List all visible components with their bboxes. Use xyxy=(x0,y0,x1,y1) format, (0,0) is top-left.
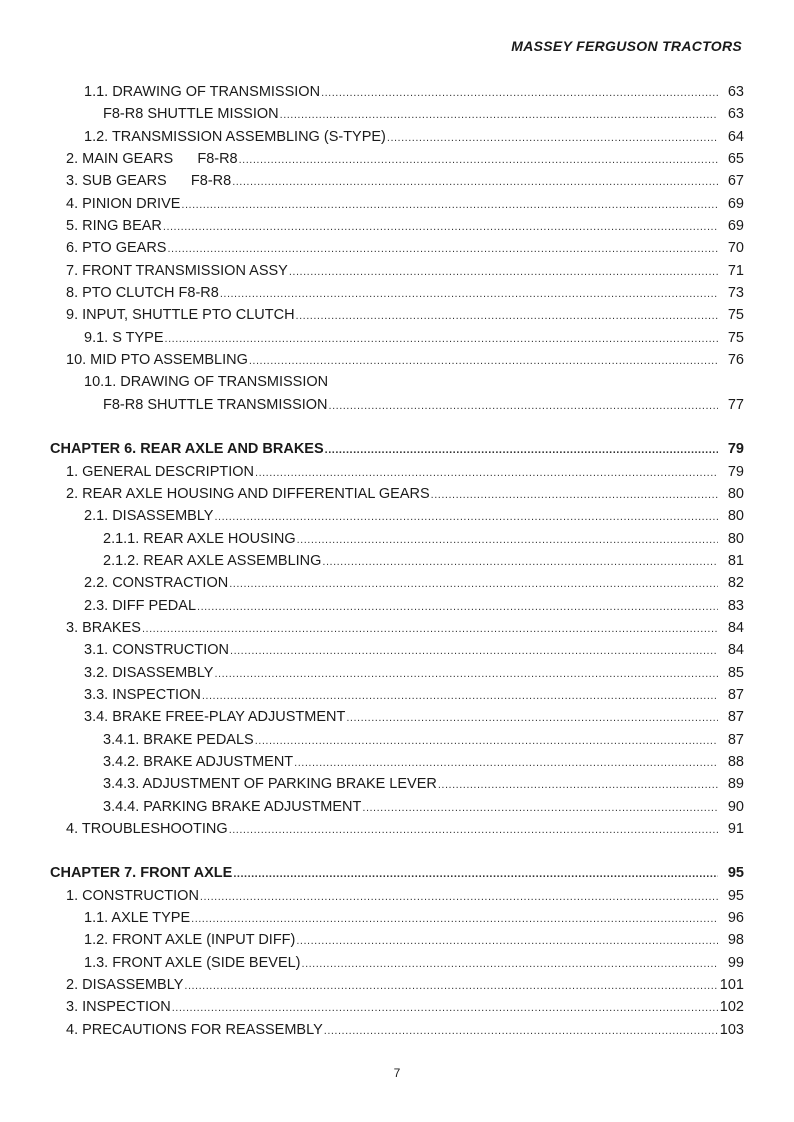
toc-entry-page: 95 xyxy=(727,887,744,904)
table-of-contents xyxy=(50,81,744,1041)
toc-entry-title: CHAPTER 7. FRONT AXLE xyxy=(50,865,233,882)
toc-entry-page: 89 xyxy=(727,776,744,793)
toc-entry xyxy=(50,751,744,773)
toc-entry-title: 3.1. CONSTRUCTION xyxy=(84,642,230,659)
toc-chapter-entry xyxy=(50,862,744,884)
toc-entry-page: 85 xyxy=(727,664,744,681)
dot-leader xyxy=(362,797,718,819)
toc-entry-page: 83 xyxy=(727,597,744,614)
toc-entry-page: 69 xyxy=(727,217,744,234)
toc-entry-title: 2. MAIN GEARS F8-R8 xyxy=(66,150,238,167)
toc-entry xyxy=(50,929,744,951)
toc-entry xyxy=(50,394,744,416)
toc-entry-title: 3.4.3. ADJUSTMENT OF PARKING BRAKE LEVER xyxy=(103,776,437,793)
dot-leader xyxy=(232,171,718,193)
toc-entry xyxy=(50,818,744,840)
toc-entry-page: 75 xyxy=(727,329,744,346)
toc-entry xyxy=(50,461,744,483)
toc-entry-page: 67 xyxy=(727,173,744,190)
dot-leader xyxy=(163,216,718,238)
toc-entry-title: 3.2. DISASSEMBLY xyxy=(84,664,214,681)
toc-entry-title: 3.4. BRAKE FREE-PLAY ADJUSTMENT xyxy=(84,709,346,726)
toc-entry-page: 96 xyxy=(727,910,744,927)
toc-entry xyxy=(50,215,744,237)
toc-entry xyxy=(50,349,744,371)
toc-entry-page: 73 xyxy=(727,284,744,301)
dot-leader xyxy=(184,975,717,997)
toc-entry xyxy=(50,617,744,639)
toc-entry xyxy=(50,974,744,996)
toc-entry-title: 2.1.2. REAR AXLE ASSEMBLING xyxy=(103,552,322,569)
toc-entry xyxy=(50,773,744,795)
page-number: 7 xyxy=(393,1066,401,1080)
dot-leader xyxy=(172,997,718,1019)
toc-entry-title: CHAPTER 6. REAR AXLE AND BRAKES xyxy=(50,441,324,458)
toc-entry-title: 9.1. S TYPE xyxy=(84,329,164,346)
dot-leader xyxy=(181,194,718,216)
dot-leader xyxy=(167,238,718,260)
dot-leader xyxy=(322,551,718,573)
toc-entry-title: 9. INPUT, SHUTTLE PTO CLUTCH xyxy=(66,307,295,324)
toc-entry-page: 69 xyxy=(727,195,744,212)
toc-entry xyxy=(50,639,744,661)
dot-leader xyxy=(255,730,718,752)
toc-entry-title: 1.1. DRAWING OF TRANSMISSION xyxy=(84,84,321,100)
toc-entry-page: 95 xyxy=(727,865,744,882)
dot-leader xyxy=(197,596,718,618)
toc-entry-page: 64 xyxy=(727,128,744,145)
dot-leader xyxy=(438,774,718,796)
toc-entry-page: 70 xyxy=(727,240,744,257)
dot-leader xyxy=(165,328,718,350)
dot-leader xyxy=(255,462,718,484)
toc-entry-page: 102 xyxy=(719,999,744,1016)
toc-entry xyxy=(50,684,744,706)
dot-leader xyxy=(289,261,718,283)
toc-entry-title: 3.4.1. BRAKE PEDALS xyxy=(103,731,254,748)
dot-leader xyxy=(302,953,718,975)
toc-entry-page: 98 xyxy=(727,932,744,949)
toc-entry xyxy=(50,327,744,349)
toc-entry-page: 99 xyxy=(727,954,744,971)
toc-entry xyxy=(50,907,744,929)
toc-entry xyxy=(50,528,744,550)
toc-entry xyxy=(50,103,744,125)
toc-entry-page: 63 xyxy=(727,106,744,123)
toc-entry xyxy=(50,885,744,907)
toc-entry-title: 4. TROUBLESHOOTING xyxy=(66,820,228,837)
toc-entry xyxy=(50,952,744,974)
dot-leader xyxy=(229,819,718,841)
toc-entry-page: 76 xyxy=(727,351,744,368)
toc-entry xyxy=(50,572,744,594)
toc-entry-page: 90 xyxy=(727,798,744,815)
dot-leader xyxy=(233,863,718,885)
toc-entry-title: 2. REAR AXLE HOUSING AND DIFFERENTIAL GEARS xyxy=(66,485,430,502)
toc-entry-page: 91 xyxy=(727,820,744,837)
toc-entry-page: 103 xyxy=(719,1021,744,1038)
toc-entry xyxy=(50,371,744,393)
dot-leader xyxy=(202,685,718,707)
toc-entry xyxy=(50,260,744,282)
toc-entry-page: 71 xyxy=(727,262,744,279)
toc-entry xyxy=(50,1019,744,1041)
dot-leader xyxy=(191,908,718,930)
toc-entry-title: F8-R8 SHUTTLE MISSION xyxy=(103,106,279,123)
toc-entry xyxy=(50,996,744,1018)
dot-leader xyxy=(280,104,718,126)
dot-leader xyxy=(329,395,718,417)
toc-entry xyxy=(50,729,744,751)
toc-entry xyxy=(50,193,744,215)
toc-entry-title: 1. GENERAL DESCRIPTION xyxy=(66,463,255,480)
dot-leader xyxy=(230,640,718,662)
toc-entry xyxy=(50,662,744,684)
dot-leader xyxy=(239,149,718,171)
toc-entry-title: 6. PTO GEARS xyxy=(66,240,167,257)
dot-leader xyxy=(387,127,718,149)
toc-entry xyxy=(50,237,744,259)
dot-leader xyxy=(294,752,718,774)
toc-entry-page: 80 xyxy=(727,485,744,502)
dot-leader xyxy=(200,886,718,908)
toc-entry-page: 82 xyxy=(727,575,744,592)
toc-entry xyxy=(50,706,744,728)
toc-entry xyxy=(50,81,744,103)
toc-entry-title: 4. PINION DRIVE xyxy=(66,195,181,212)
toc-entry-page: 101 xyxy=(719,977,744,994)
dot-leader xyxy=(296,930,718,952)
toc-entry xyxy=(50,505,744,527)
toc-entry xyxy=(50,282,744,304)
toc-entry-title: 1.3. FRONT AXLE (SIDE BEVEL) xyxy=(84,954,301,971)
toc-entry-title: 10.1. DRAWING OF TRANSMISSION xyxy=(84,374,329,391)
toc-entry-title: 7. FRONT TRANSMISSION ASSY xyxy=(66,262,288,279)
toc-entry-title: 8. PTO CLUTCH F8-R8 xyxy=(66,284,219,301)
toc-entry-title: 2.3. DIFF PEDAL xyxy=(84,597,197,614)
toc-entry-page: 87 xyxy=(727,709,744,726)
dot-leader xyxy=(249,350,718,372)
toc-entry-title: 3.3. INSPECTION xyxy=(84,686,201,703)
toc-entry-page: 79 xyxy=(727,441,744,458)
toc-entry-page: 63 xyxy=(727,84,744,100)
toc-entry-page: 75 xyxy=(727,307,744,324)
toc-entry-page: 84 xyxy=(727,619,744,636)
dot-leader xyxy=(346,707,718,729)
toc-entry-page: 79 xyxy=(727,463,744,480)
toc-entry xyxy=(50,170,744,192)
toc-entry xyxy=(50,126,744,148)
dot-leader xyxy=(214,663,718,685)
toc-entry-title: 10. MID PTO ASSEMBLING xyxy=(66,351,248,368)
dot-leader xyxy=(321,82,718,104)
toc-entry-page: 87 xyxy=(727,686,744,703)
toc-entry-title: 1.1. AXLE TYPE xyxy=(84,910,191,927)
dot-leader xyxy=(297,529,718,551)
toc-entry-title: 3. SUB GEARS F8-R8 xyxy=(66,173,232,190)
toc-entry xyxy=(50,304,744,326)
toc-entry-title: 1.2. FRONT AXLE (INPUT DIFF) xyxy=(84,932,296,949)
toc-entry-page: 87 xyxy=(727,731,744,748)
toc-entry xyxy=(50,483,744,505)
dot-leader xyxy=(220,283,718,305)
toc-entry xyxy=(50,148,744,170)
toc-entry-title: 2.1.1. REAR AXLE HOUSING xyxy=(103,530,296,547)
toc-entry-title: 3. BRAKES xyxy=(66,619,141,636)
toc-entry xyxy=(50,550,744,572)
toc-chapter-entry xyxy=(50,438,744,460)
toc-entry-title: 1. CONSTRUCTION xyxy=(66,887,199,904)
dot-leader xyxy=(229,573,718,595)
dot-leader xyxy=(142,618,718,640)
dot-leader xyxy=(296,305,718,327)
toc-entry xyxy=(50,595,744,617)
toc-entry-title: 2. DISASSEMBLY xyxy=(66,977,184,994)
dot-leader xyxy=(324,1020,718,1042)
toc-entry-title: F8-R8 SHUTTLE TRANSMISSION xyxy=(103,396,328,413)
toc-entry-page: 84 xyxy=(727,642,744,659)
toc-entry-page: 88 xyxy=(727,753,744,770)
toc-entry-page: 65 xyxy=(727,150,744,167)
dot-leader xyxy=(214,506,718,528)
toc-entry-title: 3. INSPECTION xyxy=(66,999,171,1016)
toc-entry-title: 3.4.2. BRAKE ADJUSTMENT xyxy=(103,753,294,770)
toc-entry-title: 4. PRECAUTIONS FOR REASSEMBLY xyxy=(66,1021,323,1038)
running-header: MASSEY FERGUSON TRACTORS xyxy=(511,38,742,54)
toc-entry-title: 1.2. TRANSMISSION ASSEMBLING (S-TYPE) xyxy=(84,128,386,145)
dot-leader xyxy=(431,484,718,506)
toc-entry-page: 77 xyxy=(727,396,744,413)
dot-leader xyxy=(325,439,718,461)
toc-entry-page: 80 xyxy=(727,508,744,525)
toc-entry xyxy=(50,796,744,818)
toc-entry-title: 3.4.4. PARKING BRAKE ADJUSTMENT xyxy=(103,798,362,815)
toc-entry-title: 5. RING BEAR xyxy=(66,217,162,234)
toc-entry-page: 80 xyxy=(727,530,744,547)
toc-entry-title: 2.2. CONSTRACTION xyxy=(84,575,229,592)
toc-entry-page: 81 xyxy=(727,552,744,569)
toc-entry-title: 2.1. DISASSEMBLY xyxy=(84,508,214,525)
